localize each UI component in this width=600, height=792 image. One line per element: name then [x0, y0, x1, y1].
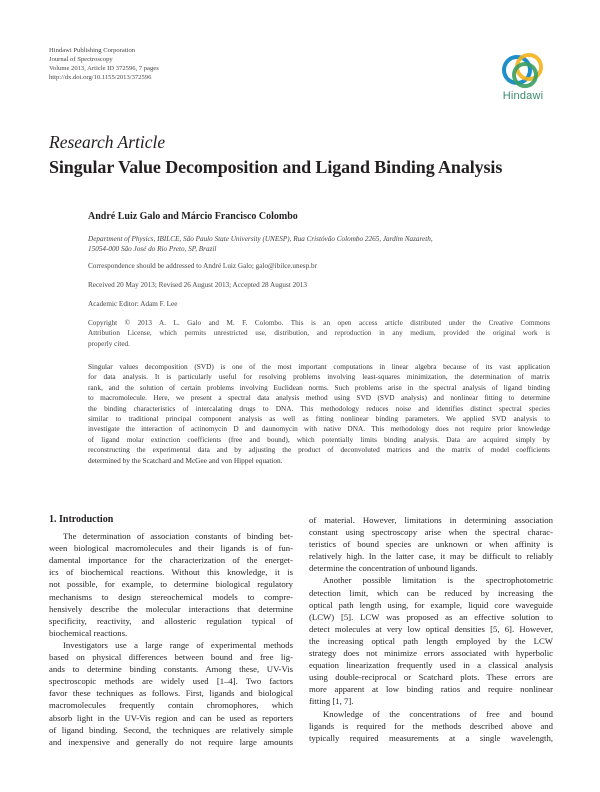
- body-text-line: Investigators use a large range of experimental methods: [63, 639, 293, 650]
- body-text-line: Knowledge of the concentrations of free and bound: [323, 708, 553, 719]
- body-text-line: macromolecules frequently contain chromophores, which: [49, 700, 293, 711]
- correspondence: Correspondence should be addressed to André Luiz Galo; galo@ibilce.unesp.br: [88, 262, 317, 270]
- body-text-line: fitting [1, 7].: [309, 696, 354, 707]
- body-text-line: of material. However, limitations in determining association: [309, 515, 553, 525]
- hindawi-logo: [497, 50, 549, 106]
- body-text-line: biochemical reactions.: [49, 627, 128, 638]
- volume-info: Volume 2013, Article ID 372596, 7 pages: [49, 64, 159, 72]
- copyright-line: Attribution License, which permits unrestricted use, distribution, and reproduction in any medium, provided the original work is: [88, 329, 550, 338]
- affiliation-line: Department of Physics, IBILCE, São Paulo State University (UNESP), Rua Cristóvão Colombo 2265, Jardim Nazareth,: [88, 235, 433, 243]
- dates: Received 20 May 2013; Revised 26 August 2013; Accepted 28 August 2013: [88, 281, 307, 289]
- abstract-line: rank, and the solution of certain problems involving Euclidean norms. Such problems arise in the spectral analysis of ligand binding: [88, 382, 550, 392]
- section-heading: 1. Introduction: [49, 514, 114, 525]
- abstract-line: Singular values decomposition (SVD) is one of the most important computations in linear algebra because of its vast application: [88, 362, 550, 371]
- doi-link[interactable]: http://dx.doi.org/10.1155/2013/372596: [49, 73, 152, 81]
- body-text-line: detection limit, which can be reduced by increasing the: [309, 587, 553, 598]
- body-text-line: determine the concentration of unbound ligands.: [309, 563, 478, 574]
- abstract: [88, 362, 550, 466]
- right-column: [309, 514, 553, 744]
- body-text-line: of ligand binding. Second, the techniques are relatively simple: [49, 724, 293, 735]
- body-text-line: hensively describe the molecular interactions that determine: [49, 603, 293, 614]
- logo-text: Hindawi: [502, 90, 544, 102]
- article-type: Research Article: [49, 132, 166, 152]
- body-text-line: teristics of bound species are unknown or when affinity is: [309, 539, 553, 550]
- left-column: [49, 514, 293, 748]
- body-text-line: specificity, reactivity, and allosteric regulation typical of: [49, 615, 293, 626]
- body-text-line: The determination of association constants of binding bet-: [63, 531, 293, 542]
- abstract-line: of ligand molar extinction coefficients (free and bound), which potentially limits binding analysis. Data are acquired simply by: [88, 434, 550, 444]
- copyright-line: properly cited.: [88, 339, 130, 348]
- abstract-line: determined by the Scatchard and McGee and von Hippel equation.: [88, 455, 283, 465]
- body-text-line: damental importance for the characterization of the energet-: [49, 555, 293, 566]
- authors: André Luiz Galo and Márcio Francisco Colombo: [88, 211, 298, 222]
- body-text-line: ics of biochemical reactions. Without this knowledge, it is: [49, 567, 293, 578]
- body-text-line: mechanisms to design stereochemical models to compre-: [49, 591, 293, 602]
- body-text-line: favor these techniques as follows. First, ligands and biological: [49, 688, 293, 699]
- abstract-line: investigate the interaction of actinomycin D and daunomycin with native DNA. This methodology does not require prior knowledge: [88, 424, 550, 434]
- body-text-line: absorb light in the UV-Vis region and can be used as reporters: [49, 712, 293, 723]
- body-text-line: not possible, for example, to determine biological regulatory: [49, 579, 293, 590]
- body-text-line: constant using spectroscopy arise when the spectral charac-: [309, 527, 553, 538]
- abstract-line: to macromolecule. Here, we present a spectral data analysis method using SVD (SVD analysis) and nonlinear fitting to determine: [88, 393, 550, 403]
- body-text-line: ligands is required for the methods described above and: [309, 720, 553, 731]
- body-text-line: using double-reciprocal or Scatchard plots. These errors are: [309, 672, 553, 683]
- body-text-line: typically required measurements at a single wavelength,: [309, 732, 553, 743]
- body-text-line: relatively high. In the latter case, it may be difficult to reliably: [309, 551, 553, 562]
- body-text-line: ween biological macromolecules and their ligands is of fun-: [49, 543, 293, 554]
- copyright-line: Copyright © 2013 A. L. Galo and M. F. Colombo. This is an open access article distributed under the Creative Commons: [88, 319, 550, 327]
- body-text-line: equation linearization frequently used in a classical analysis: [309, 660, 553, 671]
- right-column-body: [309, 514, 553, 744]
- abstract-line: the binding characteristics of intercalating drugs to DNA. This methodology reduces noise and identifies distinct spectral species: [88, 403, 550, 413]
- hindawi-logo-icon: [497, 50, 549, 90]
- body-text-line: spectroscopic methods are widely used [1–4]. Two factors: [49, 676, 293, 687]
- abstract-line: similar to traditional principal component analysis as well as fitting nonlinear binding parameters. We applied SVD analysis to: [88, 414, 550, 424]
- body-text-line: ands to determine binding constants. Among these, UV-Vis: [49, 664, 293, 675]
- article-title: Singular Value Decomposition and Ligand Binding Analysis: [49, 157, 503, 177]
- body-text-line: and inexpensive and generally do not require large amounts: [49, 736, 293, 747]
- academic-editor: Academic Editor: Adam F. Lee: [88, 300, 178, 308]
- body-text-line: the increasing optical path length employed by the LCW: [309, 635, 553, 646]
- affiliation-line: 15054-000 São José do Rio Preto, SP, Brazil: [88, 245, 217, 254]
- body-text-line: (LCW) [5]. LCW was proposed as an effective solution to: [309, 611, 553, 622]
- body-text-line: detect molecules at very low optical densities [5, 6]. However,: [309, 623, 553, 634]
- abstract-line: reconstructing the experimental data and by adjusting the product of deconvoluted matrices and the matrix of model coefficients: [88, 445, 550, 455]
- abstract-line: for data analysis. It is particularly useful for resolving problems involving least-squares minimization, the determination of matrix: [88, 372, 550, 382]
- journal-name: Journal of Spectroscopy: [49, 55, 113, 63]
- body-text-line: Another possible limitation is the spectrophotometric: [323, 575, 553, 586]
- copyright: [88, 318, 550, 349]
- journal-header: [49, 47, 159, 83]
- publisher: Hindawi Publishing Corporation: [49, 47, 136, 54]
- body-text-line: optical path length using, for example, liquid core waveguide: [309, 599, 553, 610]
- body-text-line: strategy does not minimize errors associated with hyperbolic: [309, 648, 553, 659]
- body-text-line: more apparent at low binding ratios and require nonlinear: [309, 684, 553, 695]
- left-column-body: [49, 530, 293, 748]
- body-text-line: based on physical differences between bound and free lig-: [49, 652, 293, 663]
- affiliation: [88, 234, 548, 255]
